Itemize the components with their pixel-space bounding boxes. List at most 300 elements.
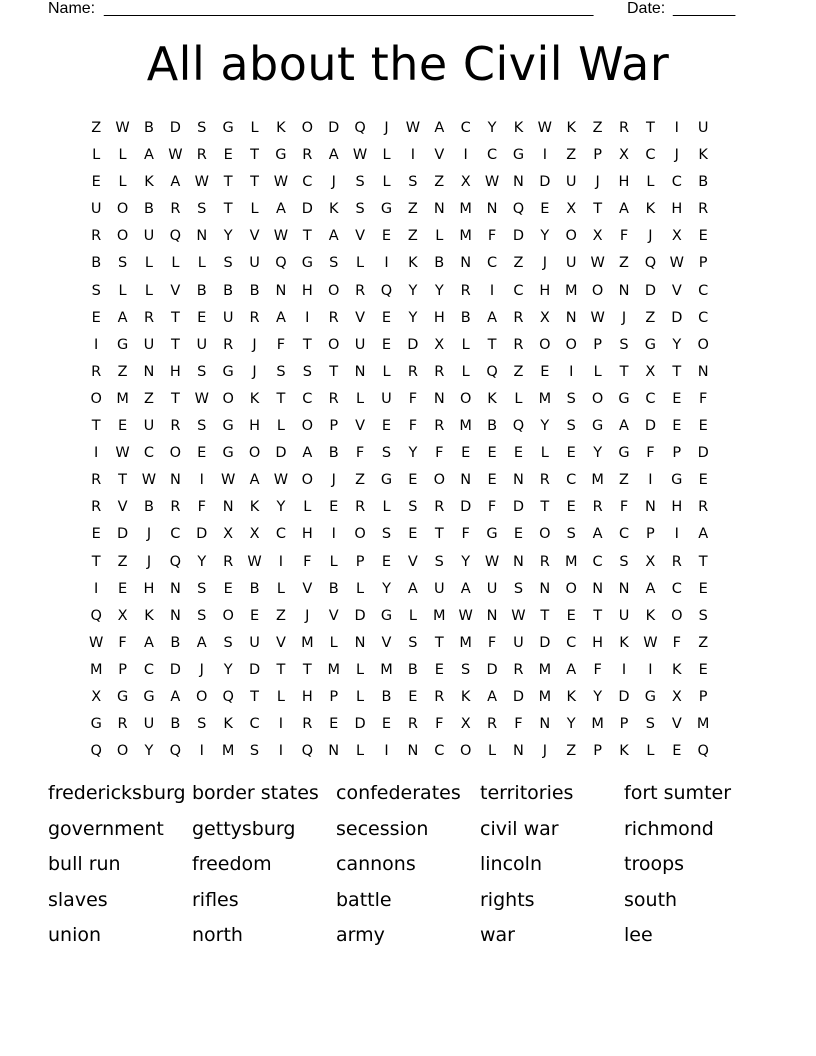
grid-letter[interactable]: A — [170, 174, 181, 191]
grid-letter[interactable]: O — [539, 336, 551, 353]
name-field[interactable]: _______________________________________________________ — [104, 0, 594, 17]
grid-letter[interactable]: R — [460, 282, 471, 299]
grid-letter[interactable]: I — [94, 445, 99, 462]
grid-letter[interactable]: O — [433, 472, 445, 489]
grid-letter[interactable]: L — [118, 174, 127, 191]
grid-letter[interactable]: N — [222, 499, 234, 516]
grid-letter[interactable]: F — [672, 634, 681, 651]
grid-letter[interactable]: R — [117, 716, 128, 733]
grid-letter[interactable]: V — [355, 309, 366, 326]
grid-letter[interactable]: Y — [408, 309, 418, 326]
grid-letter[interactable]: R — [328, 390, 339, 407]
date-field[interactable]: _______ — [673, 0, 736, 17]
grid-letter[interactable]: E — [487, 472, 497, 489]
grid-letter[interactable]: T — [250, 688, 259, 705]
grid-letter[interactable]: I — [94, 336, 99, 353]
grid-letter[interactable]: O — [222, 390, 234, 407]
grid-letter[interactable]: M — [538, 688, 552, 705]
grid-letter[interactable]: R — [249, 309, 260, 326]
grid-letter[interactable]: J — [199, 661, 204, 678]
grid-letter[interactable]: K — [249, 499, 260, 516]
grid-letter[interactable]: P — [118, 661, 127, 678]
grid-letter[interactable]: I — [278, 716, 284, 733]
grid-letter[interactable]: R — [355, 499, 366, 516]
grid-letter[interactable]: E — [249, 607, 260, 624]
grid-letter[interactable]: Q — [486, 363, 498, 380]
grid-letter[interactable]: O — [591, 390, 604, 407]
grid-letter[interactable]: B — [434, 255, 445, 272]
grid-letter[interactable]: I — [410, 147, 416, 164]
grid-letter[interactable]: N — [644, 499, 656, 516]
grid-letter[interactable]: T — [619, 363, 629, 380]
grid-letter[interactable]: W — [273, 472, 289, 489]
grid-letter[interactable]: L — [461, 336, 470, 353]
grid-letter[interactable]: B — [170, 716, 181, 733]
grid-letter[interactable]: T — [672, 363, 682, 380]
grid-letter[interactable]: U — [433, 580, 445, 597]
grid-letter[interactable]: D — [671, 309, 683, 326]
grid-letter[interactable]: E — [197, 445, 207, 462]
grid-letter[interactable]: K — [566, 688, 576, 705]
grid-letter[interactable]: I — [648, 472, 653, 489]
grid-letter[interactable]: Y — [144, 743, 154, 760]
grid-letter[interactable]: A — [407, 580, 418, 597]
grid-letter[interactable]: U — [249, 255, 260, 272]
grid-letter[interactable]: Z — [91, 120, 102, 136]
grid-letter[interactable]: A — [170, 688, 181, 705]
grid-letter[interactable]: O — [328, 336, 340, 353]
grid-letter[interactable]: A — [566, 661, 577, 678]
grid-letter[interactable]: V — [671, 716, 682, 733]
grid-letter[interactable]: S — [197, 716, 207, 733]
grid-letter[interactable]: S — [461, 661, 471, 678]
grid-letter[interactable]: D — [328, 120, 340, 136]
grid-letter[interactable]: N — [618, 282, 630, 299]
grid-letter[interactable]: F — [435, 716, 444, 733]
grid-letter[interactable]: R — [434, 688, 445, 705]
grid-letter[interactable]: S — [355, 174, 365, 191]
grid-letter[interactable]: B — [144, 499, 154, 516]
grid-letter[interactable]: L — [118, 147, 127, 164]
grid-letter[interactable]: V — [355, 228, 366, 245]
grid-letter[interactable]: U — [618, 607, 630, 624]
grid-letter[interactable]: I — [278, 553, 284, 570]
grid-letter[interactable]: Y — [593, 688, 603, 705]
grid-letter[interactable]: K — [619, 634, 629, 651]
grid-letter[interactable]: O — [565, 228, 577, 245]
grid-letter[interactable]: M — [696, 716, 710, 733]
grid-letter[interactable]: T — [329, 363, 339, 380]
grid-letter[interactable]: D — [169, 120, 181, 136]
grid-letter[interactable]: U — [381, 390, 392, 407]
grid-letter[interactable]: W — [352, 147, 368, 164]
grid-letter[interactable]: O — [248, 445, 261, 462]
grid-letter[interactable]: L — [329, 634, 338, 651]
grid-letter[interactable]: X — [619, 147, 629, 164]
grid-letter[interactable]: F — [646, 445, 655, 462]
grid-letter[interactable]: Y — [434, 282, 444, 299]
grid-letter[interactable]: O — [565, 580, 577, 597]
grid-letter[interactable]: B — [144, 201, 154, 218]
grid-letter[interactable]: C — [592, 553, 603, 570]
grid-letter[interactable]: L — [646, 743, 655, 760]
grid-letter[interactable]: A — [487, 309, 498, 326]
grid-letter[interactable]: O — [301, 418, 314, 435]
grid-letter[interactable]: Z — [619, 472, 629, 489]
grid-letter[interactable]: M — [538, 661, 552, 678]
grid-letter[interactable]: R — [539, 553, 550, 570]
grid-letter[interactable]: J — [384, 120, 389, 136]
grid-letter[interactable]: U — [143, 228, 155, 245]
grid-letter[interactable]: E — [118, 418, 128, 435]
grid-letter[interactable]: G — [644, 688, 657, 705]
grid-letter[interactable]: J — [331, 472, 336, 489]
grid-letter[interactable]: T — [170, 336, 180, 353]
grid-letter[interactable]: W — [405, 120, 421, 136]
grid-letter[interactable]: T — [250, 147, 259, 164]
grid-letter[interactable]: E — [698, 472, 708, 489]
grid-letter[interactable]: R — [618, 120, 630, 136]
grid-letter[interactable]: L — [356, 661, 365, 678]
grid-letter[interactable]: O — [116, 201, 129, 218]
grid-letter[interactable]: D — [539, 174, 551, 191]
grid-letter[interactable]: R — [328, 309, 339, 326]
grid-letter[interactable]: G — [116, 688, 129, 705]
grid-letter[interactable]: C — [698, 309, 709, 326]
grid-letter[interactable]: K — [487, 390, 497, 407]
grid-letter[interactable]: L — [250, 120, 259, 136]
grid-letter[interactable]: I — [674, 526, 679, 543]
grid-letter[interactable]: T — [302, 661, 312, 678]
grid-letter[interactable]: E — [698, 228, 708, 245]
grid-letter[interactable]: H — [433, 309, 445, 326]
grid-letter[interactable]: M — [564, 553, 578, 570]
grid-letter[interactable]: G — [380, 472, 393, 489]
grid-letter[interactable]: E — [513, 526, 524, 543]
grid-letter[interactable]: X — [117, 607, 128, 624]
grid-letter[interactable]: E — [329, 716, 339, 733]
grid-letter[interactable]: D — [644, 418, 656, 435]
grid-letter[interactable]: R — [170, 201, 181, 218]
grid-letter[interactable]: H — [249, 418, 260, 435]
grid-letter[interactable]: L — [382, 499, 391, 516]
grid-letter[interactable]: Q — [169, 553, 182, 570]
grid-letter[interactable]: H — [143, 580, 155, 597]
grid-letter[interactable]: S — [619, 336, 629, 353]
grid-letter[interactable]: P — [698, 255, 708, 272]
grid-letter[interactable]: Q — [354, 120, 366, 136]
grid-letter[interactable]: V — [275, 634, 286, 651]
grid-letter[interactable]: R — [539, 472, 550, 489]
grid-letter[interactable]: K — [223, 716, 233, 733]
grid-letter[interactable]: B — [328, 580, 339, 597]
grid-letter[interactable]: C — [170, 526, 181, 543]
grid-letter[interactable]: X — [91, 688, 102, 705]
grid-letter[interactable]: D — [512, 228, 525, 245]
grid-letter[interactable]: G — [90, 716, 102, 733]
grid-letter[interactable]: S — [434, 553, 444, 570]
grid-letter[interactable]: C — [460, 120, 471, 136]
grid-letter[interactable]: B — [328, 445, 339, 462]
grid-letter[interactable]: X — [249, 526, 260, 543]
grid-letter[interactable]: N — [196, 228, 208, 245]
grid-letter[interactable]: F — [699, 390, 708, 407]
grid-letter[interactable]: R — [355, 282, 366, 299]
grid-letter[interactable]: H — [618, 174, 630, 191]
grid-letter[interactable]: P — [698, 688, 708, 705]
grid-letter[interactable]: B — [144, 120, 154, 136]
grid-letter[interactable]: K — [460, 688, 471, 705]
grid-letter[interactable]: B — [249, 282, 260, 299]
grid-letter[interactable]: T — [276, 661, 286, 678]
grid-letter[interactable]: C — [566, 634, 577, 651]
grid-letter[interactable]: M — [380, 661, 393, 678]
grid-letter[interactable]: S — [513, 580, 524, 597]
grid-letter[interactable]: U — [354, 336, 366, 353]
grid-letter[interactable]: E — [381, 336, 392, 353]
grid-letter[interactable]: N — [486, 201, 498, 218]
grid-letter[interactable]: C — [645, 147, 656, 164]
grid-letter[interactable]: W — [511, 607, 526, 624]
grid-letter[interactable]: D — [275, 445, 287, 462]
grid-letter[interactable]: N — [169, 472, 181, 489]
grid-letter[interactable]: U — [697, 120, 709, 136]
grid-letter[interactable]: D — [301, 201, 313, 218]
grid-letter[interactable]: E — [223, 580, 233, 597]
grid-letter[interactable]: P — [593, 743, 602, 760]
grid-letter[interactable]: Y — [593, 445, 603, 462]
grid-letter[interactable]: A — [328, 147, 339, 164]
grid-letter[interactable]: E — [540, 363, 550, 380]
grid-letter[interactable]: R — [407, 716, 418, 733]
grid-letter[interactable]: M — [221, 743, 235, 760]
grid-letter[interactable]: A — [619, 418, 629, 435]
grid-letter[interactable]: H — [671, 499, 683, 516]
grid-letter[interactable]: S — [566, 526, 576, 543]
grid-letter[interactable]: Z — [275, 607, 286, 624]
grid-letter[interactable]: A — [460, 580, 471, 597]
grid-letter[interactable]: A — [434, 120, 445, 136]
grid-letter[interactable]: U — [196, 336, 208, 353]
grid-letter[interactable]: G — [618, 445, 630, 462]
grid-letter[interactable]: L — [118, 282, 127, 299]
grid-letter[interactable]: U — [90, 201, 102, 218]
grid-letter[interactable]: W — [484, 174, 500, 191]
grid-letter[interactable]: C — [143, 661, 155, 678]
grid-letter[interactable]: N — [513, 472, 524, 489]
grid-letter[interactable]: J — [252, 363, 257, 380]
grid-letter[interactable]: Q — [275, 255, 287, 272]
grid-letter[interactable]: U — [249, 634, 260, 651]
grid-letter[interactable]: S — [408, 634, 418, 651]
grid-letter[interactable]: K — [566, 120, 576, 136]
grid-letter[interactable]: H — [301, 282, 313, 299]
grid-letter[interactable]: J — [146, 553, 152, 570]
grid-letter[interactable]: T — [276, 390, 286, 407]
grid-letter[interactable]: R — [91, 228, 102, 245]
grid-letter[interactable]: T — [118, 472, 128, 489]
grid-letter[interactable]: H — [592, 634, 604, 651]
grid-letter[interactable]: S — [329, 255, 339, 272]
grid-letter[interactable]: J — [621, 309, 627, 326]
grid-letter[interactable]: F — [303, 553, 312, 570]
grid-letter[interactable]: E — [672, 418, 682, 435]
grid-letter[interactable]: Y — [408, 445, 418, 462]
grid-letter[interactable]: K — [276, 120, 286, 136]
grid-letter[interactable]: W — [115, 120, 130, 136]
grid-letter[interactable]: I — [331, 526, 336, 543]
grid-letter[interactable]: N — [539, 580, 551, 597]
grid-letter[interactable]: M — [301, 634, 314, 651]
grid-letter[interactable]: L — [303, 499, 312, 516]
grid-letter[interactable]: R — [592, 499, 603, 516]
grid-letter[interactable]: E — [566, 445, 576, 462]
grid-letter[interactable]: D — [117, 526, 129, 543]
grid-letter[interactable]: W — [89, 634, 104, 651]
grid-letter[interactable]: W — [273, 174, 289, 191]
grid-letter[interactable]: E — [698, 661, 708, 678]
grid-letter[interactable]: P — [329, 688, 339, 705]
grid-letter[interactable]: R — [513, 336, 524, 353]
grid-letter[interactable]: N — [539, 716, 551, 733]
grid-letter[interactable]: N — [460, 472, 472, 489]
grid-letter[interactable]: N — [354, 363, 366, 380]
grid-letter[interactable]: I — [542, 147, 547, 164]
grid-letter[interactable]: E — [461, 445, 471, 462]
grid-letter[interactable]: N — [169, 607, 181, 624]
grid-letter[interactable]: U — [565, 255, 577, 272]
grid-letter[interactable]: T — [540, 607, 550, 624]
grid-letter[interactable]: I — [199, 743, 204, 760]
grid-letter[interactable]: U — [486, 580, 498, 597]
grid-letter[interactable]: A — [328, 228, 339, 245]
grid-letter[interactable]: O — [354, 526, 366, 543]
grid-letter[interactable]: M — [459, 418, 472, 435]
grid-letter[interactable]: Z — [407, 228, 418, 245]
grid-letter[interactable]: R — [434, 363, 445, 380]
grid-letter[interactable]: E — [381, 553, 392, 570]
grid-letter[interactable]: L — [408, 607, 417, 624]
grid-letter[interactable]: M — [89, 661, 103, 678]
grid-letter[interactable]: S — [566, 390, 576, 407]
grid-letter[interactable]: W — [273, 228, 289, 245]
grid-letter[interactable]: N — [354, 634, 366, 651]
grid-letter[interactable]: L — [514, 390, 523, 407]
grid-letter[interactable]: I — [648, 661, 653, 678]
grid-letter[interactable]: G — [380, 201, 393, 218]
grid-letter[interactable]: Z — [619, 255, 629, 272]
grid-letter[interactable]: A — [302, 445, 313, 462]
grid-letter[interactable]: E — [408, 472, 418, 489]
grid-letter[interactable]: N — [460, 255, 472, 272]
grid-letter[interactable]: U — [222, 309, 234, 326]
grid-letter[interactable]: X — [223, 526, 234, 543]
grid-letter[interactable]: T — [170, 309, 180, 326]
grid-letter[interactable]: F — [408, 390, 418, 407]
grid-letter[interactable]: N — [486, 607, 498, 624]
grid-letter[interactable]: G — [275, 147, 287, 164]
grid-letter[interactable]: Y — [487, 120, 497, 136]
grid-letter[interactable]: O — [697, 336, 709, 353]
grid-letter[interactable]: D — [486, 661, 498, 678]
grid-letter[interactable]: J — [595, 174, 600, 191]
grid-letter[interactable]: F — [276, 336, 286, 353]
grid-letter[interactable]: F — [487, 228, 497, 245]
grid-letter[interactable]: R — [143, 309, 155, 326]
grid-letter[interactable]: B — [381, 688, 392, 705]
grid-letter[interactable]: H — [539, 282, 551, 299]
grid-letter[interactable]: S — [355, 201, 365, 218]
grid-letter[interactable]: B — [249, 580, 260, 597]
grid-letter[interactable]: E — [540, 201, 550, 218]
grid-letter[interactable]: E — [698, 580, 708, 597]
grid-letter[interactable]: J — [542, 255, 547, 272]
grid-letter[interactable]: O — [565, 336, 577, 353]
grid-letter[interactable]: W — [220, 472, 236, 489]
grid-letter[interactable]: S — [117, 255, 128, 272]
grid-letter[interactable]: C — [645, 390, 656, 407]
grid-letter[interactable]: U — [565, 174, 577, 191]
grid-letter[interactable]: B — [223, 282, 234, 299]
grid-letter[interactable]: N — [513, 743, 524, 760]
grid-letter[interactable]: F — [435, 445, 444, 462]
grid-letter[interactable]: J — [542, 743, 547, 760]
grid-letter[interactable]: Y — [276, 499, 286, 516]
grid-letter[interactable]: R — [434, 499, 445, 516]
grid-letter[interactable]: T — [250, 174, 259, 191]
grid-letter[interactable]: A — [698, 526, 709, 543]
grid-letter[interactable]: O — [459, 390, 472, 407]
grid-letter[interactable]: R — [513, 309, 524, 326]
grid-letter[interactable]: E — [698, 418, 708, 435]
grid-letter[interactable]: B — [407, 661, 418, 678]
grid-letter[interactable]: G — [222, 418, 234, 435]
grid-letter[interactable]: O — [90, 390, 102, 407]
grid-letter[interactable]: L — [276, 418, 285, 435]
grid-letter[interactable]: Q — [169, 743, 182, 760]
grid-letter[interactable]: R — [170, 499, 181, 516]
grid-letter[interactable]: G — [222, 445, 234, 462]
grid-letter[interactable]: S — [276, 363, 286, 380]
grid-letter[interactable]: T — [487, 336, 497, 353]
grid-letter[interactable]: E — [487, 445, 497, 462]
grid-letter[interactable]: N — [565, 309, 577, 326]
grid-letter[interactable]: N — [513, 553, 524, 570]
grid-letter[interactable]: C — [302, 174, 313, 191]
grid-letter[interactable]: K — [408, 255, 418, 272]
grid-letter[interactable]: L — [356, 390, 365, 407]
grid-letter[interactable]: G — [644, 336, 657, 353]
grid-letter[interactable]: C — [249, 716, 260, 733]
grid-letter[interactable]: J — [674, 147, 679, 164]
grid-letter[interactable]: A — [487, 688, 498, 705]
grid-letter[interactable]: Q — [512, 201, 525, 218]
grid-letter[interactable]: P — [646, 526, 655, 543]
grid-letter[interactable]: T — [593, 607, 603, 624]
grid-letter[interactable]: O — [671, 607, 683, 624]
grid-letter[interactable]: Y — [566, 716, 576, 733]
grid-letter[interactable]: A — [275, 309, 286, 326]
grid-letter[interactable]: S — [381, 526, 392, 543]
grid-letter[interactable]: N — [169, 580, 181, 597]
grid-letter[interactable]: C — [566, 472, 577, 489]
grid-letter[interactable]: C — [302, 390, 313, 407]
grid-letter[interactable]: X — [539, 309, 550, 326]
grid-letter[interactable]: G — [512, 147, 525, 164]
grid-letter[interactable]: S — [197, 418, 207, 435]
grid-letter[interactable]: F — [514, 716, 523, 733]
grid-letter[interactable]: W — [537, 120, 552, 136]
